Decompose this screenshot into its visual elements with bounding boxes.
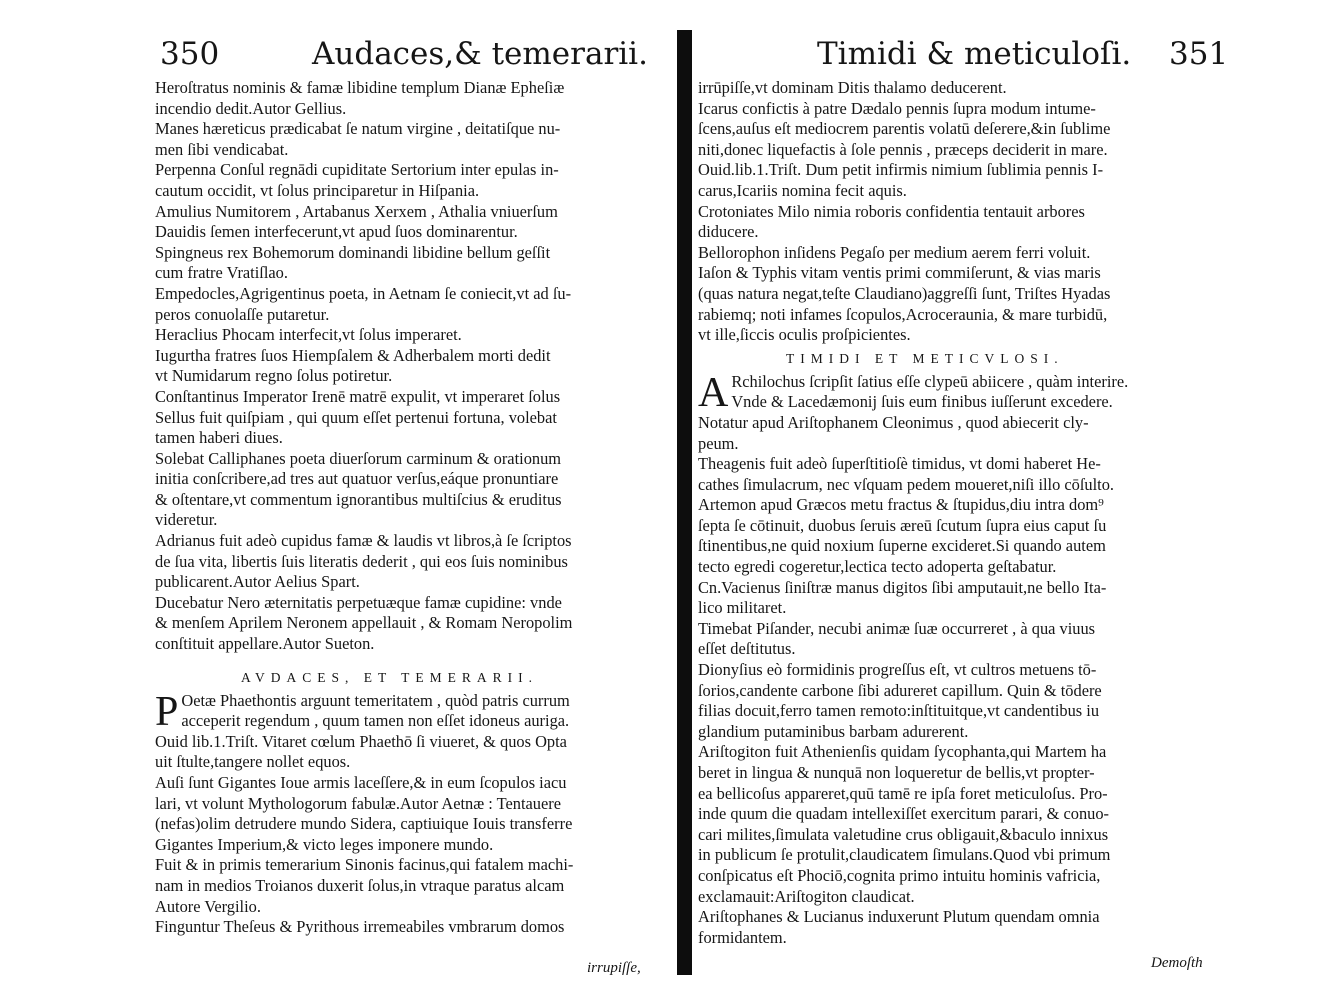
text-line: cautum occidit, vt ſolus principaretur in Hiſpania. [155,180,480,200]
text-line: Ouid.lib.1.Triſt. Dum petit infirmis nimium ſublimia pennis I- [698,160,1104,180]
right-running-head: Timidi & meticuloſi. [817,36,1132,72]
text-line: Artemon apud Græcos metu fractus & ſtupidus,diu intra dom⁹ [698,495,1104,515]
text-line: conſtituit appellare.Autor Sueton. [155,634,375,654]
text-line: Autore Vergilio. [155,896,261,916]
text-line: glandium putaminibus barbam adurerent. [698,721,969,741]
catchword: irrupiſſe, [587,960,641,976]
text-line: & oſtentare,vt commentum ignorantibus multiſcius & eruditus [155,489,562,509]
text-line: peum. [698,433,739,453]
text-line: Oetæ Phaethontis arguunt temeritatem , quòd patris currum [181,690,570,710]
text-line: Icarus confictis à patre Dædalo pennis ſupra modum intume- [698,98,1096,118]
text-line: diducere. [698,222,759,242]
text-line: rabiemq; noti infames ſcopulos,Acroceraunia, & mare turbidū, [698,304,1108,324]
text-line: Conſtantinus Imperator Irenē matrē expulit, vt imperaret ſolus [155,386,561,406]
catchword: Demoſth [1151,955,1203,971]
text-line: vt Numidarum regno ſolus potiretur. [155,366,393,386]
text-line: Dionyſius eò formidinis progreſſus eſt, vt cultros metuens tō- [698,660,1097,680]
text-line: tecto egredi cogeretur,lectica tecto adoperta geſtabatur. [698,557,1057,577]
book-gutter [677,30,692,975]
text-line: Fuit & in primis temerarium Sinonis facinus,qui fatalem machi- [155,855,574,875]
text-line: de ſua vita, libertis ſuis literatis dederit , qui eos ſuis nominibus [155,551,568,571]
text-line: lico militaret. [698,598,787,618]
text-line: men ſibi vendicabat. [155,139,289,159]
text-line: Iugurtha fratres ſuos Hiempſalem & Adherbalem morti dedit [155,345,551,365]
text-line: Timebat Piſander, necubi animæ ſuæ occurreret , à qua viuus [698,618,1096,638]
text-line: uit ſtulte,tangere nollet equos. [155,752,351,772]
spacer [155,655,573,665]
text-line: Empedocles,Agrigentinus poeta, in Aetnam ſe coniecit,vt ad ſu- [155,283,572,303]
text-line: initia conſcribere,ad tres aut quatuor verſus,eáque pronuntiare [155,469,559,489]
section-heading-audaces: AVDACES, ET TEMERARII. [241,669,539,685]
text-line: Theagenis fuit adeò ſuperſtitioſè timidus, vt domi haberet He- [698,454,1101,474]
text-line: (nefas)olim detrudere mundo Sidera, captiuique Iouis transferre [155,814,573,834]
text-line: tamen haberi diues. [155,428,283,448]
text-line: Adrianus fuit adeò cupidus famæ & laudis vt libros,à ſe ſcriptos [155,531,572,551]
text-line: Solebat Calliphanes poeta diuerſorum carminum & orationum [155,448,562,468]
text-line: Bellorophon inſidens Pegaſo per medium aerem ferri voluit. [698,242,1091,262]
left-running-head: Audaces,& temerarii. [312,36,648,72]
text-line: carus,Icariis nomina fecit aquis. [698,180,907,200]
text-line: Sellus fuit quiſpiam , qui quum eſſet pertenui fortuna, volebat [155,407,557,427]
right-page-number: 351 [1169,36,1229,72]
drop-cap: P [155,688,179,735]
text-line: Ducebatur Nero æternitatis perpetuæque famæ cupidine: vnde [155,592,562,612]
text-line: inde quum die quadam intellexiſſet exercitum parari, & conuo- [698,804,1109,824]
left-text-block [155,78,573,938]
text-line: Heroſtratus nominis & famæ libidine templum Dianæ Epheſiæ [155,78,565,97]
text-line: ea bellicoſus appareret,quū tamē re ipſa foret meticuloſus. Pro- [698,783,1108,803]
text-line: Ouid lib.1.Triſt. Vitaret cœlum Phaethō ſi viueret, & quos Opta [155,731,567,751]
text-line: eſſet deſtitutus. [698,639,796,659]
text-line: Vnde & Lacedæmonij ſuis eum finibus iuſſerunt excedere. [731,392,1113,412]
text-line: Heraclius Phocam interfecit,vt ſolus imperaret. [155,325,462,345]
text-line: publicarent.Autor Aelius Spart. [155,572,360,592]
text-line: Spingneus rex Bohemorum dominandi libidine bellum geſſit [155,242,551,262]
text-line: Dauidis ſemen interfecerunt,vt apud ſuos dominarentur. [155,222,518,242]
text-line: Perpenna Conſul regnādi cupiditate Sertorium inter epulas in- [155,160,559,180]
text-line: formidantem. [698,927,787,947]
text-line: ſorios,candente carbone ſibi adureret capillum. Quin & tōdere [698,680,1102,700]
right-section-lines [698,369,1129,949]
section-heading-timidi: TIMIDI ET METICVLOSI. [786,350,1064,366]
text-line: ſcens,auſus eſt mediocrem parentis volatū deſerere,&in ſublime [698,119,1111,139]
text-line: Cn.Vacienus ſiniſtræ manus digitos ſibi amputauit,ne bello Ita- [698,577,1107,597]
text-line: & menſem Aprilem Neronem appellauit , & Romam Neropolim [155,613,573,633]
drop-cap: A [698,369,729,416]
right-page [694,0,1338,1000]
text-line: beret in lingua & nunquā non loqueretur de bellis,vt propter- [698,763,1095,782]
text-line: conſpicatus eſt Phociō,cognita primo intuitu hominis vafricia, [698,865,1101,885]
text-line: Finguntur Theſeus & Pyrithous irremeabiles vmbrarum domos [155,917,565,937]
text-line: niti,donec liquefactis à ſole pennis , præceps deciderit in mare. [698,139,1108,159]
text-line: lari, vt volunt Mythologorum fabulæ.Autor Aetnæ : Tentauere [155,793,561,813]
right-top-lines [698,78,1114,346]
left-page-number: 350 [160,36,220,72]
text-line: peros conuolaſſe putaretur. [155,304,330,324]
text-line: nam in medios Troianos duxerit ſolus,in vtraque paratus alcam [155,875,565,895]
text-line: filias docuit,ferro tamen remoto:inſtituitque,vt candentibus iu [698,701,1100,721]
text-line: irrūpiſſe,vt dominam Ditis thalamo deducerent. [698,78,1007,97]
text-line: videretur. [155,510,218,530]
text-line: exclamauit:Ariſtogiton claudicat. [698,886,915,906]
text-line: Manes hæreticus prædicabat ſe natum virgine , deitatiſque nu- [155,119,561,139]
text-line: acceperit regendum , quum tamen non eſſet idoneus auriga. [181,711,570,731]
text-line: cum fratre Vratiſlao. [155,263,288,283]
text-line: in publicum ſe protulit,claudicatem ſimulans.Quod vbi primum [698,845,1111,865]
text-line: ſepta ſe cōtinuit, duobus ſeruis æreū ſcutum ſupra eius caput ſu [698,515,1107,535]
text-line: ſtinentibus,ne quid noxium ſuperne excideret.Si quando autem [698,536,1106,556]
text-line: Crotoniates Milo nimia roboris confidentia tentauit arbores [698,201,1085,221]
left-section-lines [155,688,574,938]
text-line: vt ille,ſiccis oculis proſpicientes. [698,325,911,345]
text-line: Notatur apud Ariſtophanem Cleonimus , quod abiecerit cly- [698,412,1089,432]
text-line: Gigantes Imperium,& victo leges imponere mundo. [155,834,494,854]
text-line: cathes ſimulacrum, nec vſquam pedem moueret,niſi illo cōſulto. [698,474,1115,494]
text-line: Iaſon & Typhis vitam ventis primi commiſerunt, & vias maris [698,263,1101,283]
text-line: incendio dedit.Autor Gellius. [155,98,347,118]
text-line: (quas natura negat,teſte Claudiano)aggreſſi ſunt, Triſtes Hyadas [698,283,1111,303]
left-top-lines [155,78,573,655]
text-line: Auſi ſunt Gigantes Ioue armis laceſſere,& in eum ſcopulos iacu [155,773,567,792]
text-line: Rchilochus ſcripſit ſatius eſſe clypeū abiicere , quàm interire. [731,371,1129,391]
right-text-block [698,78,1129,948]
text-line: Amulius Numitorem , Artabanus Xerxem , Athalia vniuerſum [155,201,558,221]
text-line: cari milites,ſimulata valetudine crus obligauit,&baculo innixus [698,824,1109,844]
text-line: Ariſtophanes & Lucianus induxerunt Plutum quendam omnia [698,907,1100,927]
text-line: Ariſtogiton fuit Athenienſis quidam ſycophanta,qui Martem ha [698,742,1107,762]
